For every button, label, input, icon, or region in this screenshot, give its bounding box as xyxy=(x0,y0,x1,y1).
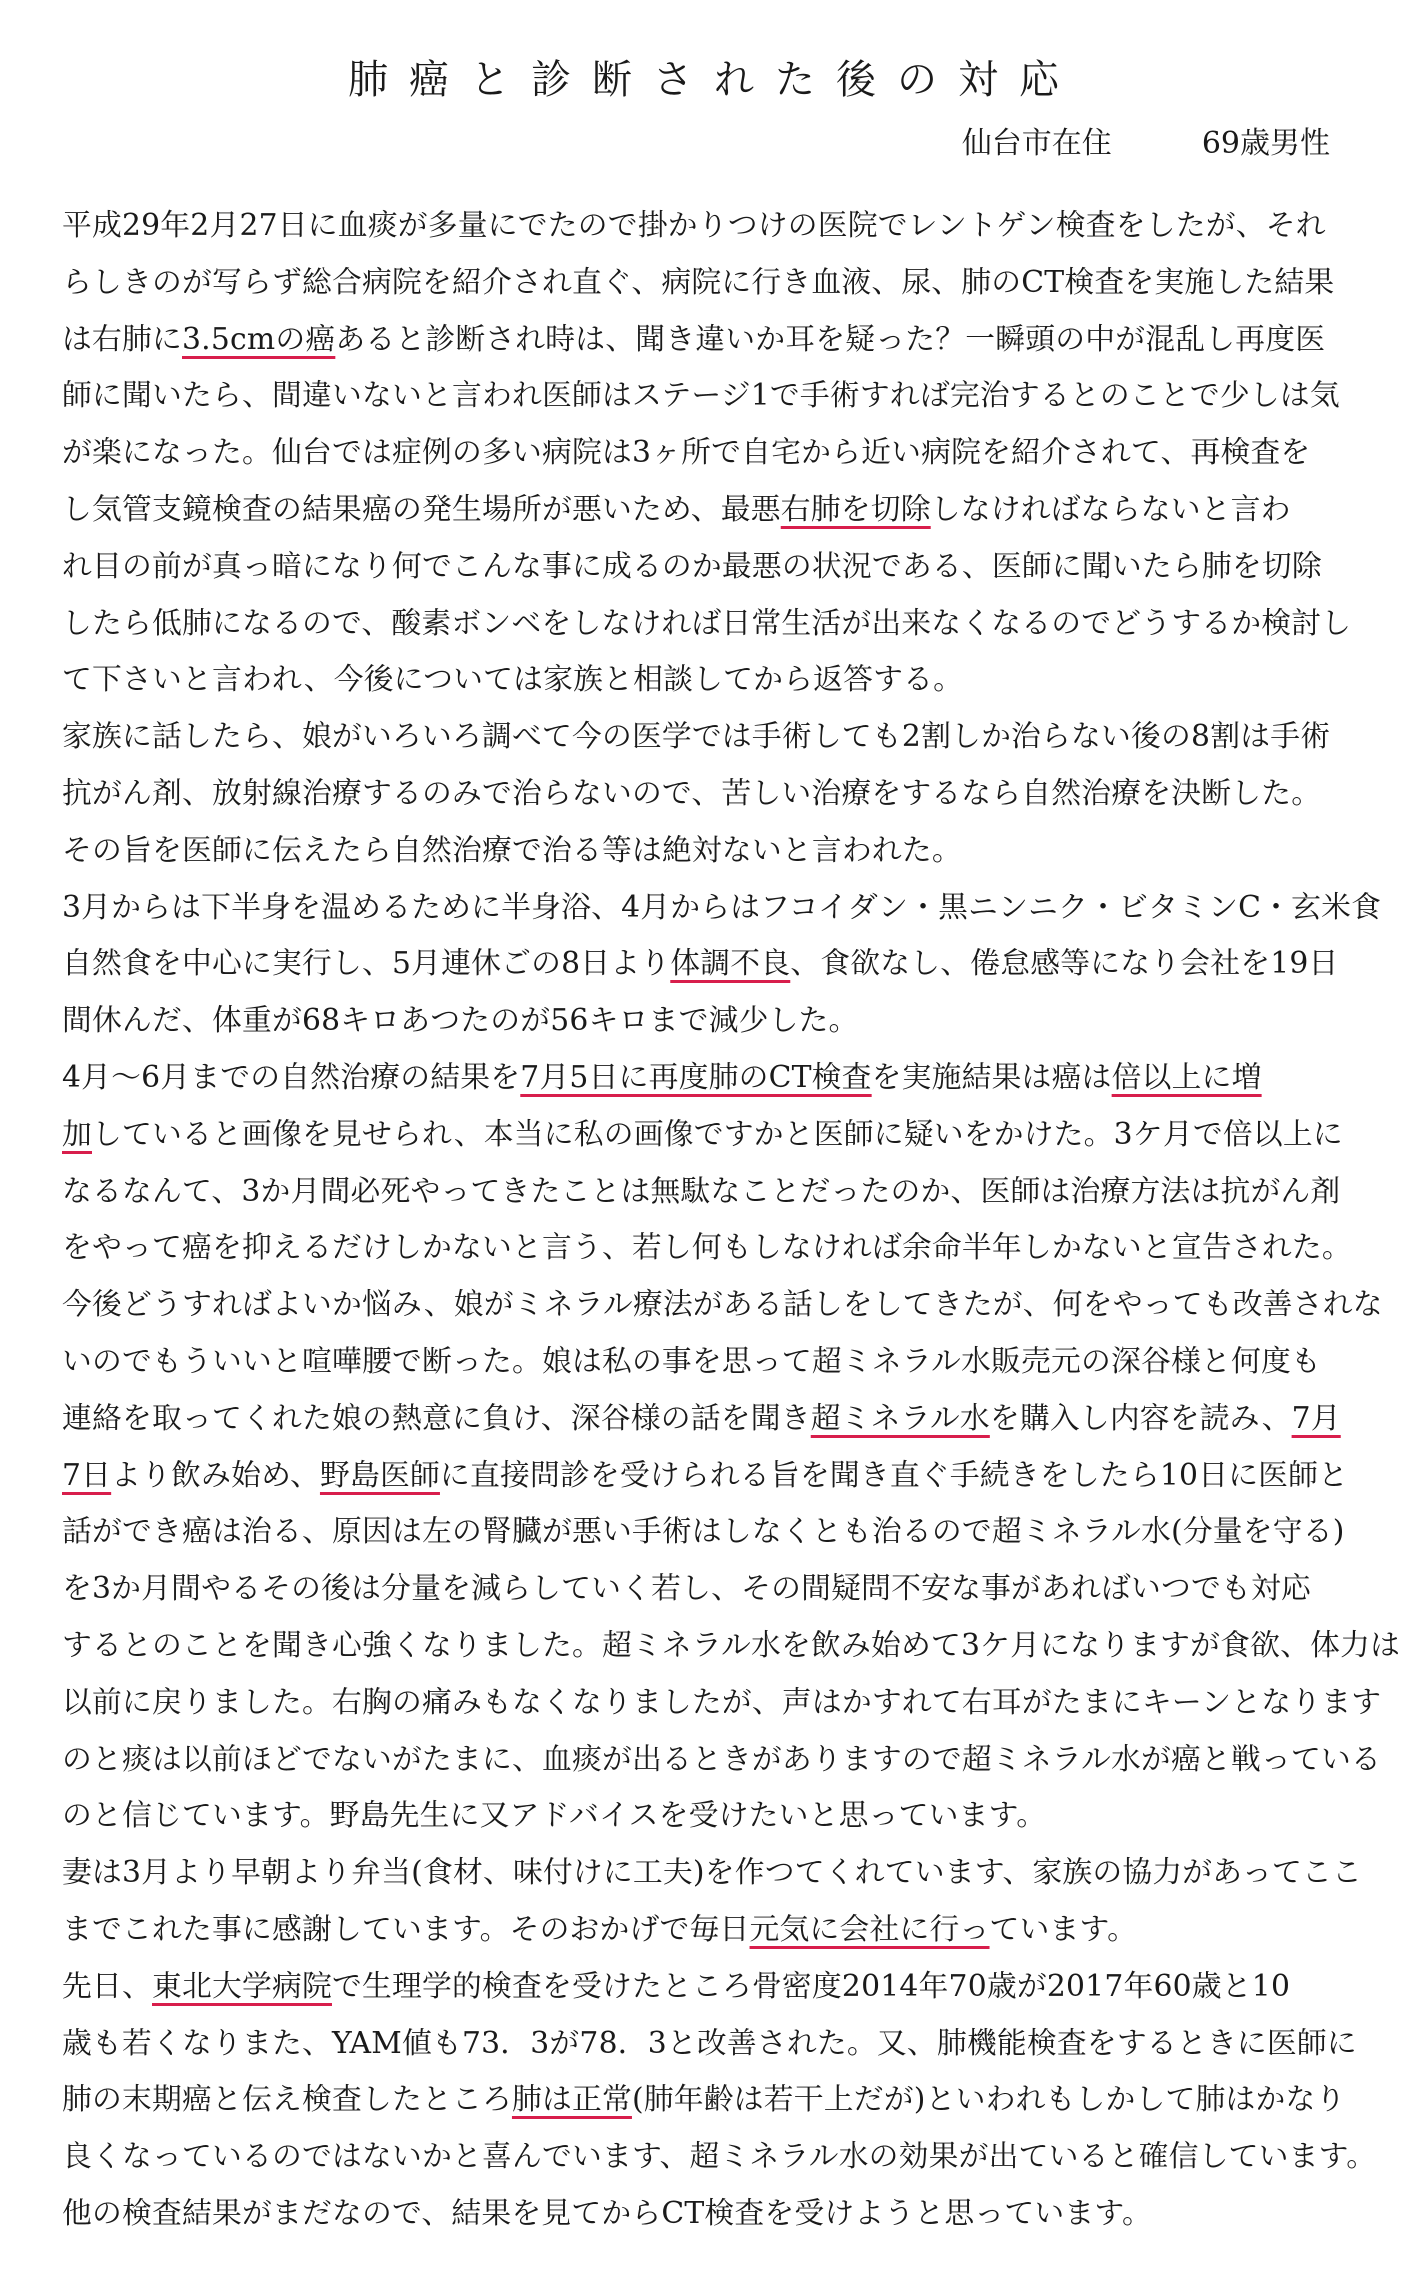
text-segment: で生理学的検査を受けたところ骨密度2014年70歳が2017年60歳と10 xyxy=(331,1968,1291,2004)
text-line xyxy=(62,936,1352,993)
text-line xyxy=(62,993,1352,1050)
text-segment: に直接問診を受けられる旨を聞き直ぐ手続きをしたら10日に医師と xyxy=(439,1457,1349,1493)
underlined-phrase: 東北大学病院 xyxy=(152,1968,332,2004)
text-segment: 歳も若くなりまた、YAM値も73．3が78．3と改善された。又、肺機能検査をするときに医師に xyxy=(62,2025,1357,2061)
text-segment: 師に聞いたら、間違いないと言われ医師はステージ1で手術すれば完治するとのことで少しは気 xyxy=(62,378,1340,414)
underlined-phrase: 超ミネラル水 xyxy=(810,1400,990,1436)
underlined-phrase: 右肺を切除 xyxy=(780,491,931,527)
underlined-phrase: 加 xyxy=(62,1116,92,1152)
text-line xyxy=(62,1107,1352,1164)
text-line xyxy=(62,1675,1382,1732)
underlined-phrase: 野島医師 xyxy=(319,1457,440,1493)
text-segment: 自然食を中心に実行し、5月連休ごの8日より xyxy=(62,946,671,982)
text-line xyxy=(62,1504,1352,1561)
text-segment: いのでもういいと喧嘩腰で断った。娘は私の事を思って超ミネラル水販売元の深谷様と何度も xyxy=(62,1343,1321,1379)
text-segment: (肺年齢は若干上だが)といわれもしかして肺はかなり xyxy=(631,2082,1346,2118)
text-line xyxy=(62,198,1352,255)
text-line xyxy=(62,1050,1352,1107)
text-line xyxy=(62,425,1352,482)
text-line xyxy=(62,2072,1352,2129)
text-segment: するとのことを聞き心強くなりました。超ミネラル水を飲み始めて3ケ月になりますが食欲、体力は xyxy=(62,1627,1401,1663)
text-segment: 妻は3月より早朝より弁当(食材、味付けに工夫)を作つてくれています、家族の協力があってここ xyxy=(62,1855,1362,1891)
text-line xyxy=(62,312,1352,369)
text-segment: 連絡を取ってくれた娘の熱意に負け、深谷様の話を聞き xyxy=(62,1400,811,1436)
text-segment: 3月からは下半身を温めるために半身浴、4月からはフコイダン・黒ニンニク・ビタミンC・玄米食 xyxy=(62,889,1382,925)
text-segment: より飲み始め、 xyxy=(111,1457,320,1493)
byline xyxy=(0,118,1330,162)
text-segment: を3か月間やるその後は分量を減らしていく若し、その間疑問不安な事があればいつでも対応 xyxy=(62,1571,1312,1607)
text-segment: 抗がん剤、放射線治療するのみで治らないので、苦しい治療をするなら自然治療を決断した。 xyxy=(62,775,1322,811)
underlined-phrase: 3.5cmの癌 xyxy=(182,321,336,357)
text-segment: が楽になった。仙台では症例の多い病院は3ヶ所で自宅から近い病院を紹介されて、再検査を xyxy=(62,435,1311,471)
text-segment: しなければならないと言わ xyxy=(930,491,1291,527)
text-line xyxy=(62,2129,1377,2186)
text-line xyxy=(62,1618,1401,1675)
text-line xyxy=(62,1732,1381,1789)
text-segment: のと痰は以前ほどでないがたまに、血痰が出るときがありますので超ミネラル水が癌と戦っている xyxy=(62,1741,1381,1777)
text-line xyxy=(62,539,1352,596)
text-line xyxy=(62,1845,1362,1902)
text-line xyxy=(62,823,1352,880)
underlined-phrase: 肺は正常 xyxy=(511,2082,632,2118)
text-segment: 以前に戻りました。右胸の痛みもなくなりましたが、声はかすれて右耳がたまにキーンとなります xyxy=(62,1684,1382,1720)
text-segment: 先日、 xyxy=(62,1968,152,2004)
text-line xyxy=(62,482,1352,539)
text-line xyxy=(62,1902,1352,1959)
text-segment: らしきのが写らず総合病院を紹介され直ぐ、病院に行き血液、尿、肺のCT検査を実施した結果 xyxy=(62,264,1335,300)
text-segment: なるなんて、3か月間必死やってきたことは無駄なことだったのか、医師は治療方法は抗がん剤 xyxy=(62,1173,1341,1209)
text-line xyxy=(62,2186,1352,2243)
text-segment: ています。 xyxy=(989,1911,1138,1947)
text-segment: したら低肺になるので、酸素ボンベをしなければ日常生活が出来なくなるのでどうするか検討し xyxy=(62,605,1352,641)
text-segment: していると画像を見せられ、本当に私の画像ですかと医師に疑いをかけた。3ケ月で倍以上に xyxy=(92,1116,1343,1152)
text-line xyxy=(62,1391,1352,1448)
text-line xyxy=(62,1164,1352,1221)
text-line xyxy=(62,1334,1352,1391)
text-line xyxy=(62,1448,1352,1505)
text-segment: れ目の前が真っ暗になり何でこんな事に成るのか最悪の状況である、医師に聞いたら肺を切除 xyxy=(62,548,1322,584)
text-line xyxy=(62,1220,1352,1277)
author-profile: 69歳男性 xyxy=(1201,126,1330,161)
author-location: 仙台市在住 xyxy=(961,126,1112,161)
text-segment: 他の検査結果がまだなので、結果を見てからCT検査を受けようと思っています。 xyxy=(62,2195,1152,2231)
text-segment: は右肺に xyxy=(62,321,182,357)
text-segment: あると診断され時は、聞き違いか耳を疑った？一瞬頭の中が混乱し再度医 xyxy=(335,321,1326,357)
document-title: 肺癌と診断された後の対応 xyxy=(348,57,1080,103)
text-line xyxy=(62,2016,1357,2073)
text-line xyxy=(62,709,1352,766)
text-segment: し気管支鏡検査の結果癌の発生場所が悪いため、最悪 xyxy=(62,491,781,527)
text-segment: 、食欲なし、倦怠感等になり会社を19日 xyxy=(790,946,1339,982)
document-body xyxy=(62,198,1401,2243)
underlined-phrase: 倍以上に増 xyxy=(1111,1059,1262,1095)
text-line xyxy=(62,368,1352,425)
text-segment: 平成29年2月27日に血痰が多量にでたので掛かりつけの医院でレントゲン検査をしたが、それ xyxy=(62,208,1326,243)
text-segment: 家族に話したら、娘がいろいろ調べて今の医学では手術しても2割しか治らない後の8割は手術 xyxy=(62,719,1331,755)
text-segment: のと信じています。野島先生に又アドバイスを受けたいと思っています。 xyxy=(62,1798,1047,1834)
text-line xyxy=(62,1277,1383,1334)
text-line xyxy=(62,880,1382,937)
text-segment: 間休んだ、体重が68キロあつたのが56キロまで減少した。 xyxy=(62,1003,859,1039)
text-segment: をやって癌を抑えるだけしかないと言う、若し何もしなければ余命半年しかないと宣告された。 xyxy=(62,1230,1352,1266)
underlined-phrase: 7月 xyxy=(1291,1400,1341,1436)
text-segment: て下さいと言われ、今後については家族と相談してから返答する。 xyxy=(62,662,964,698)
text-segment: を購入し内容を読み、 xyxy=(989,1400,1292,1436)
text-segment: 今後どうすればよいか悩み、娘がミネラル療法がある話しをしてきたが、何をやっても改善されな xyxy=(62,1287,1383,1323)
text-segment: 4月～6月までの自然治療の結果を xyxy=(62,1059,521,1095)
text-segment: 話ができ癌は治る、原因は左の腎臓が悪い手術はしなくとも治るので超ミネラル水(分量を守る) xyxy=(62,1514,1345,1550)
text-line xyxy=(62,1788,1352,1845)
text-line xyxy=(62,766,1352,823)
underlined-phrase: 元気に会社に行っ xyxy=(749,1911,990,1947)
underlined-phrase: 7月5日に再度肺のCT検査 xyxy=(520,1059,872,1095)
text-segment: その旨を医師に伝えたら自然治療で治る等は絶対ないと言われた。 xyxy=(62,832,962,868)
text-line xyxy=(62,1561,1352,1618)
underlined-phrase: 体調不良 xyxy=(670,946,791,982)
underlined-phrase: 7日 xyxy=(62,1457,112,1493)
text-line xyxy=(62,1959,1352,2016)
text-line xyxy=(62,255,1352,312)
text-segment: 良くなっているのではないかと喜んでいます、超ミネラル水の効果が出ていると確信しています。 xyxy=(62,2139,1377,2175)
text-segment: を実施結果は癌は xyxy=(871,1059,1112,1095)
text-line xyxy=(62,596,1352,653)
text-line xyxy=(62,652,1352,709)
text-segment: 肺の末期癌と伝え検査したところ xyxy=(62,2082,512,2118)
text-segment: までこれた事に感謝しています。そのおかげで毎日 xyxy=(62,1911,750,1947)
